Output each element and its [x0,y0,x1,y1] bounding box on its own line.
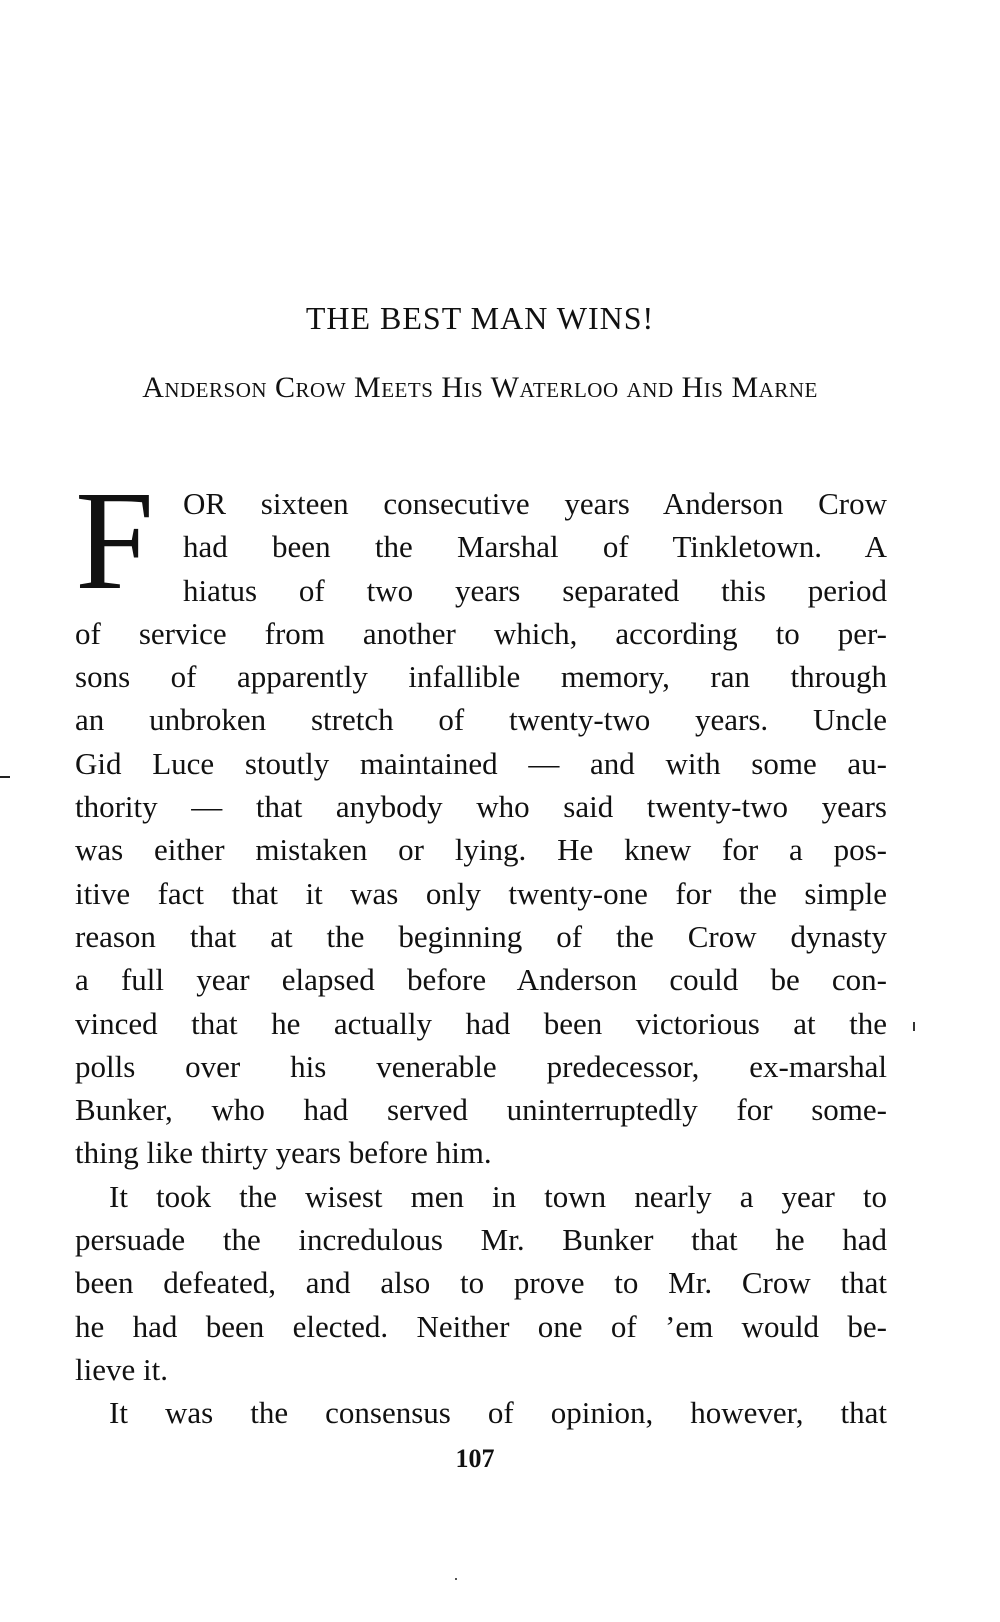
text-line: he had been elected. Neither one of ’em would be- [75,1308,887,1344]
margin-mark [0,776,10,778]
text-line: reason that at the beginning of the Crow dynasty [75,918,887,954]
text-line: vinced that he actually had been victorious at the [75,1005,887,1041]
text-line: It was the consensus of opinion, however, that [109,1395,887,1431]
text-line: polls over his venerable predecessor, ex-marshal [75,1048,887,1084]
text-line: lieve it. [75,1351,168,1387]
text-line: itive fact that it was only twenty-one for the simple [75,875,887,911]
text-line: a full year elapsed before Anderson could be con- [75,962,887,998]
page-number: 107 [455,1444,495,1473]
text-line: Bunker, who had served uninterruptedly for some- [75,1092,887,1128]
body-text [75,461,887,1435]
chapter-subtitle: Anderson Crow Meets His Waterloo and His Marne [142,371,818,404]
text-line: thority — that anybody who said twenty-two years [75,789,887,825]
text-line: Gid Luce stoutly maintained — and with some au- [75,745,887,781]
page-title: THE BEST MAN WINS! [305,300,655,336]
text-line: It took the wisest men in town nearly a year to [109,1178,887,1214]
text-line: sons of apparently infallible memory, ran through [75,659,887,695]
text-line: been defeated, and also to prove to Mr. Crow that [75,1265,887,1301]
text-line: an unbroken stretch of twenty-two years. Uncle [75,702,887,738]
text-line: thing like thirty years before him. [75,1135,492,1171]
scan-speck [455,1578,457,1580]
drop-cap: F [75,461,154,619]
text-line: persuade the incredulous Mr. Bunker that he had [75,1222,887,1258]
text-line: hiatus of two years separated this period [183,572,887,608]
margin-mark [913,1022,915,1031]
text-line: was either mistaken or lying. He knew for a pos- [75,832,887,868]
text-line: of service from another which, according to per- [75,615,887,651]
text-line: OR sixteen consecutive years Anderson Crow [183,486,887,521]
text-line: had been the Marshal of Tinkletown. A [183,529,887,565]
